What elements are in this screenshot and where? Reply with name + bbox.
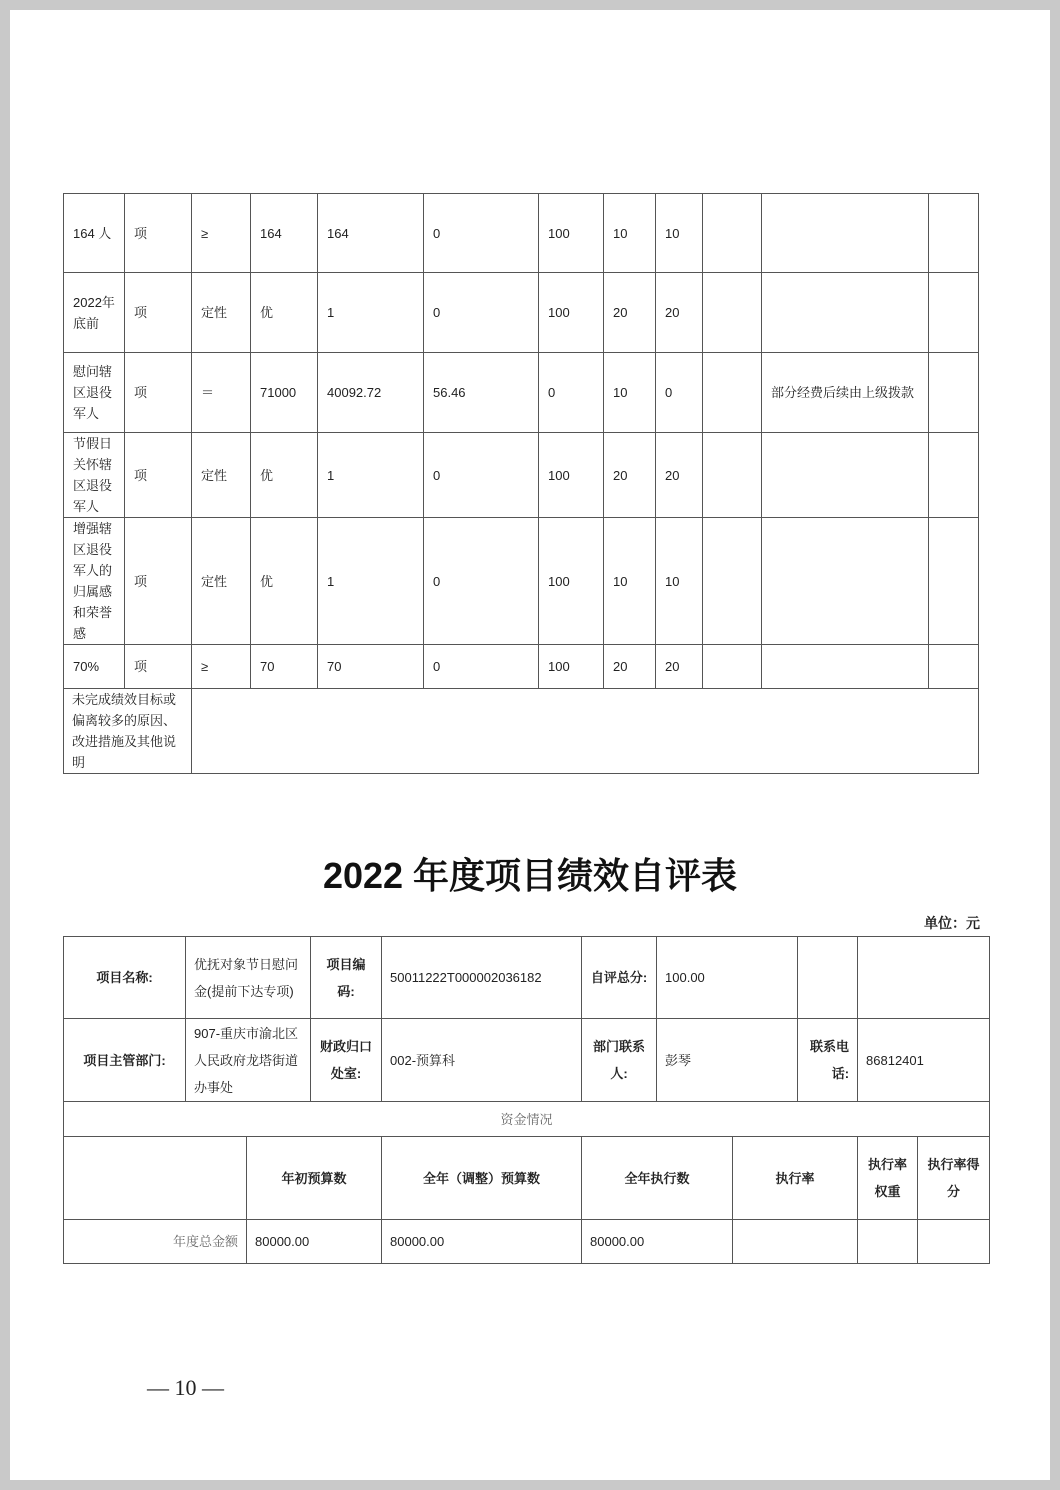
cell-actual: 1 — [318, 433, 424, 518]
empty-cell — [64, 1137, 247, 1220]
project-name-value: 优抚对象节日慰问金(提前下达专项) — [186, 937, 311, 1019]
cell-actual: 1 — [318, 518, 424, 645]
cell-target: 2022年底前 — [64, 273, 125, 353]
empty-cell — [703, 273, 762, 353]
cell-note — [762, 273, 929, 353]
cell-weight: 20 — [604, 645, 656, 689]
document-page — [10, 10, 1050, 1480]
cell-c2: 0 — [539, 353, 604, 433]
col-adjusted: 全年（调整）预算数 — [382, 1137, 582, 1220]
cell-weight: 20 — [604, 273, 656, 353]
cell-target: 节假日关怀辖区退役军人 — [64, 433, 125, 518]
funds-header: 资金情况 — [64, 1102, 990, 1137]
phone-value: 86812401 — [858, 1019, 990, 1102]
total-rate — [733, 1220, 858, 1264]
explain-value — [192, 689, 979, 774]
cell-op: ＝ — [192, 353, 251, 433]
table-row — [64, 194, 979, 273]
total-initial: 80000.00 — [247, 1220, 382, 1264]
cell-plan: 70 — [251, 645, 318, 689]
cell-weight: 10 — [604, 353, 656, 433]
contact-value: 彭琴 — [657, 1019, 798, 1102]
cell-unit: 项 — [125, 433, 192, 518]
department-row — [64, 1019, 990, 1102]
cell-c2: 100 — [539, 194, 604, 273]
cell-c1: 0 — [424, 273, 539, 353]
cell-op: 定性 — [192, 518, 251, 645]
performance-indicator-table — [63, 193, 979, 774]
total-weight — [858, 1220, 918, 1264]
cell-target: 70% — [64, 645, 125, 689]
cell-weight: 10 — [604, 194, 656, 273]
cell-unit: 项 — [125, 518, 192, 645]
dept-value: 907-重庆市渝北区人民政府龙塔街道办事处 — [186, 1019, 311, 1102]
total-adjusted: 80000.00 — [382, 1220, 582, 1264]
table-row — [64, 518, 979, 645]
empty-cell — [703, 353, 762, 433]
cell-plan: 71000 — [251, 353, 318, 433]
cell-c1: 0 — [424, 645, 539, 689]
cell-c2: 100 — [539, 273, 604, 353]
table-row — [64, 433, 979, 518]
cell-unit: 项 — [125, 645, 192, 689]
cell-c1: 0 — [424, 518, 539, 645]
cell-actual: 1 — [318, 273, 424, 353]
cell-score: 20 — [656, 433, 703, 518]
phone-label: 联系电话: — [798, 1019, 858, 1102]
cell-c1: 56.46 — [424, 353, 539, 433]
cell-weight: 20 — [604, 433, 656, 518]
empty-cell — [703, 433, 762, 518]
empty-cell — [929, 353, 979, 433]
cell-op: 定性 — [192, 273, 251, 353]
cell-note — [762, 645, 929, 689]
cell-unit: 项 — [125, 194, 192, 273]
page-number: — 10 — — [147, 1375, 224, 1400]
form-title: 2022 年度项目绩效自评表 — [322, 855, 738, 896]
cell-op: ≥ — [192, 645, 251, 689]
empty-cell — [929, 433, 979, 518]
cell-target: 慰问辖区退役军人 — [64, 353, 125, 433]
project-code-label: 项目编码: — [311, 937, 382, 1019]
explain-label: 未完成绩效目标或偏离较多的原因、改进措施及其他说明 — [64, 689, 192, 774]
cell-weight: 10 — [604, 518, 656, 645]
empty-cell — [858, 937, 990, 1019]
cell-target: 164 人 — [64, 194, 125, 273]
total-executed: 80000.00 — [582, 1220, 733, 1264]
cell-target: 增强辖区退役军人的归属感和荣誉感 — [64, 518, 125, 645]
cell-c1: 0 — [424, 194, 539, 273]
empty-cell — [929, 645, 979, 689]
explain-row — [64, 689, 979, 774]
cell-c1: 0 — [424, 433, 539, 518]
cell-c2: 100 — [539, 645, 604, 689]
col-rate: 执行率 — [733, 1137, 858, 1220]
cell-note: 部分经费后续由上级拨款 — [762, 353, 929, 433]
project-code-value: 50011222T000002036182 — [382, 937, 582, 1019]
cell-actual: 70 — [318, 645, 424, 689]
cell-op: ≥ — [192, 194, 251, 273]
finance-value: 002-预算科 — [382, 1019, 582, 1102]
empty-cell — [929, 194, 979, 273]
empty-cell — [703, 194, 762, 273]
table-row — [64, 273, 979, 353]
project-row — [64, 937, 990, 1019]
cell-plan: 优 — [251, 518, 318, 645]
cell-score: 10 — [656, 518, 703, 645]
cell-plan: 优 — [251, 433, 318, 518]
total-label: 年度总金额 — [64, 1220, 247, 1264]
contact-label: 部门联系人: — [582, 1019, 657, 1102]
project-name-label: 项目名称: — [64, 937, 186, 1019]
cell-c2: 100 — [539, 433, 604, 518]
cell-actual: 164 — [318, 194, 424, 273]
table-row — [64, 645, 979, 689]
cell-plan: 164 — [251, 194, 318, 273]
col-score: 执行率得分 — [918, 1137, 990, 1220]
empty-cell — [929, 518, 979, 645]
empty-cell — [703, 645, 762, 689]
finance-label: 财政归口处室: — [311, 1019, 382, 1102]
col-initial: 年初预算数 — [247, 1137, 382, 1220]
total-row — [64, 1220, 990, 1264]
cell-score: 20 — [656, 273, 703, 353]
col-weight: 执行率权重 — [858, 1137, 918, 1220]
cell-op: 定性 — [192, 433, 251, 518]
cell-note — [762, 518, 929, 645]
cell-actual: 40092.72 — [318, 353, 424, 433]
cell-plan: 优 — [251, 273, 318, 353]
dept-label: 项目主管部门: — [64, 1019, 186, 1102]
empty-cell — [929, 273, 979, 353]
cell-note — [762, 433, 929, 518]
cell-score: 20 — [656, 645, 703, 689]
self-score-value: 100.00 — [657, 937, 798, 1019]
funds-header-row — [64, 1102, 990, 1137]
cell-note — [762, 194, 929, 273]
self-score-label: 自评总分: — [582, 937, 657, 1019]
self-evaluation-table — [63, 936, 990, 1264]
cell-score: 10 — [656, 194, 703, 273]
cell-unit: 项 — [125, 353, 192, 433]
cell-unit: 项 — [125, 273, 192, 353]
col-executed: 全年执行数 — [582, 1137, 733, 1220]
empty-cell — [798, 937, 858, 1019]
cell-score: 0 — [656, 353, 703, 433]
empty-cell — [703, 518, 762, 645]
funds-columns-row — [64, 1137, 990, 1220]
cell-c2: 100 — [539, 518, 604, 645]
unit-label: 单位：元 — [924, 915, 980, 931]
table-row — [64, 353, 979, 433]
total-score — [918, 1220, 990, 1264]
